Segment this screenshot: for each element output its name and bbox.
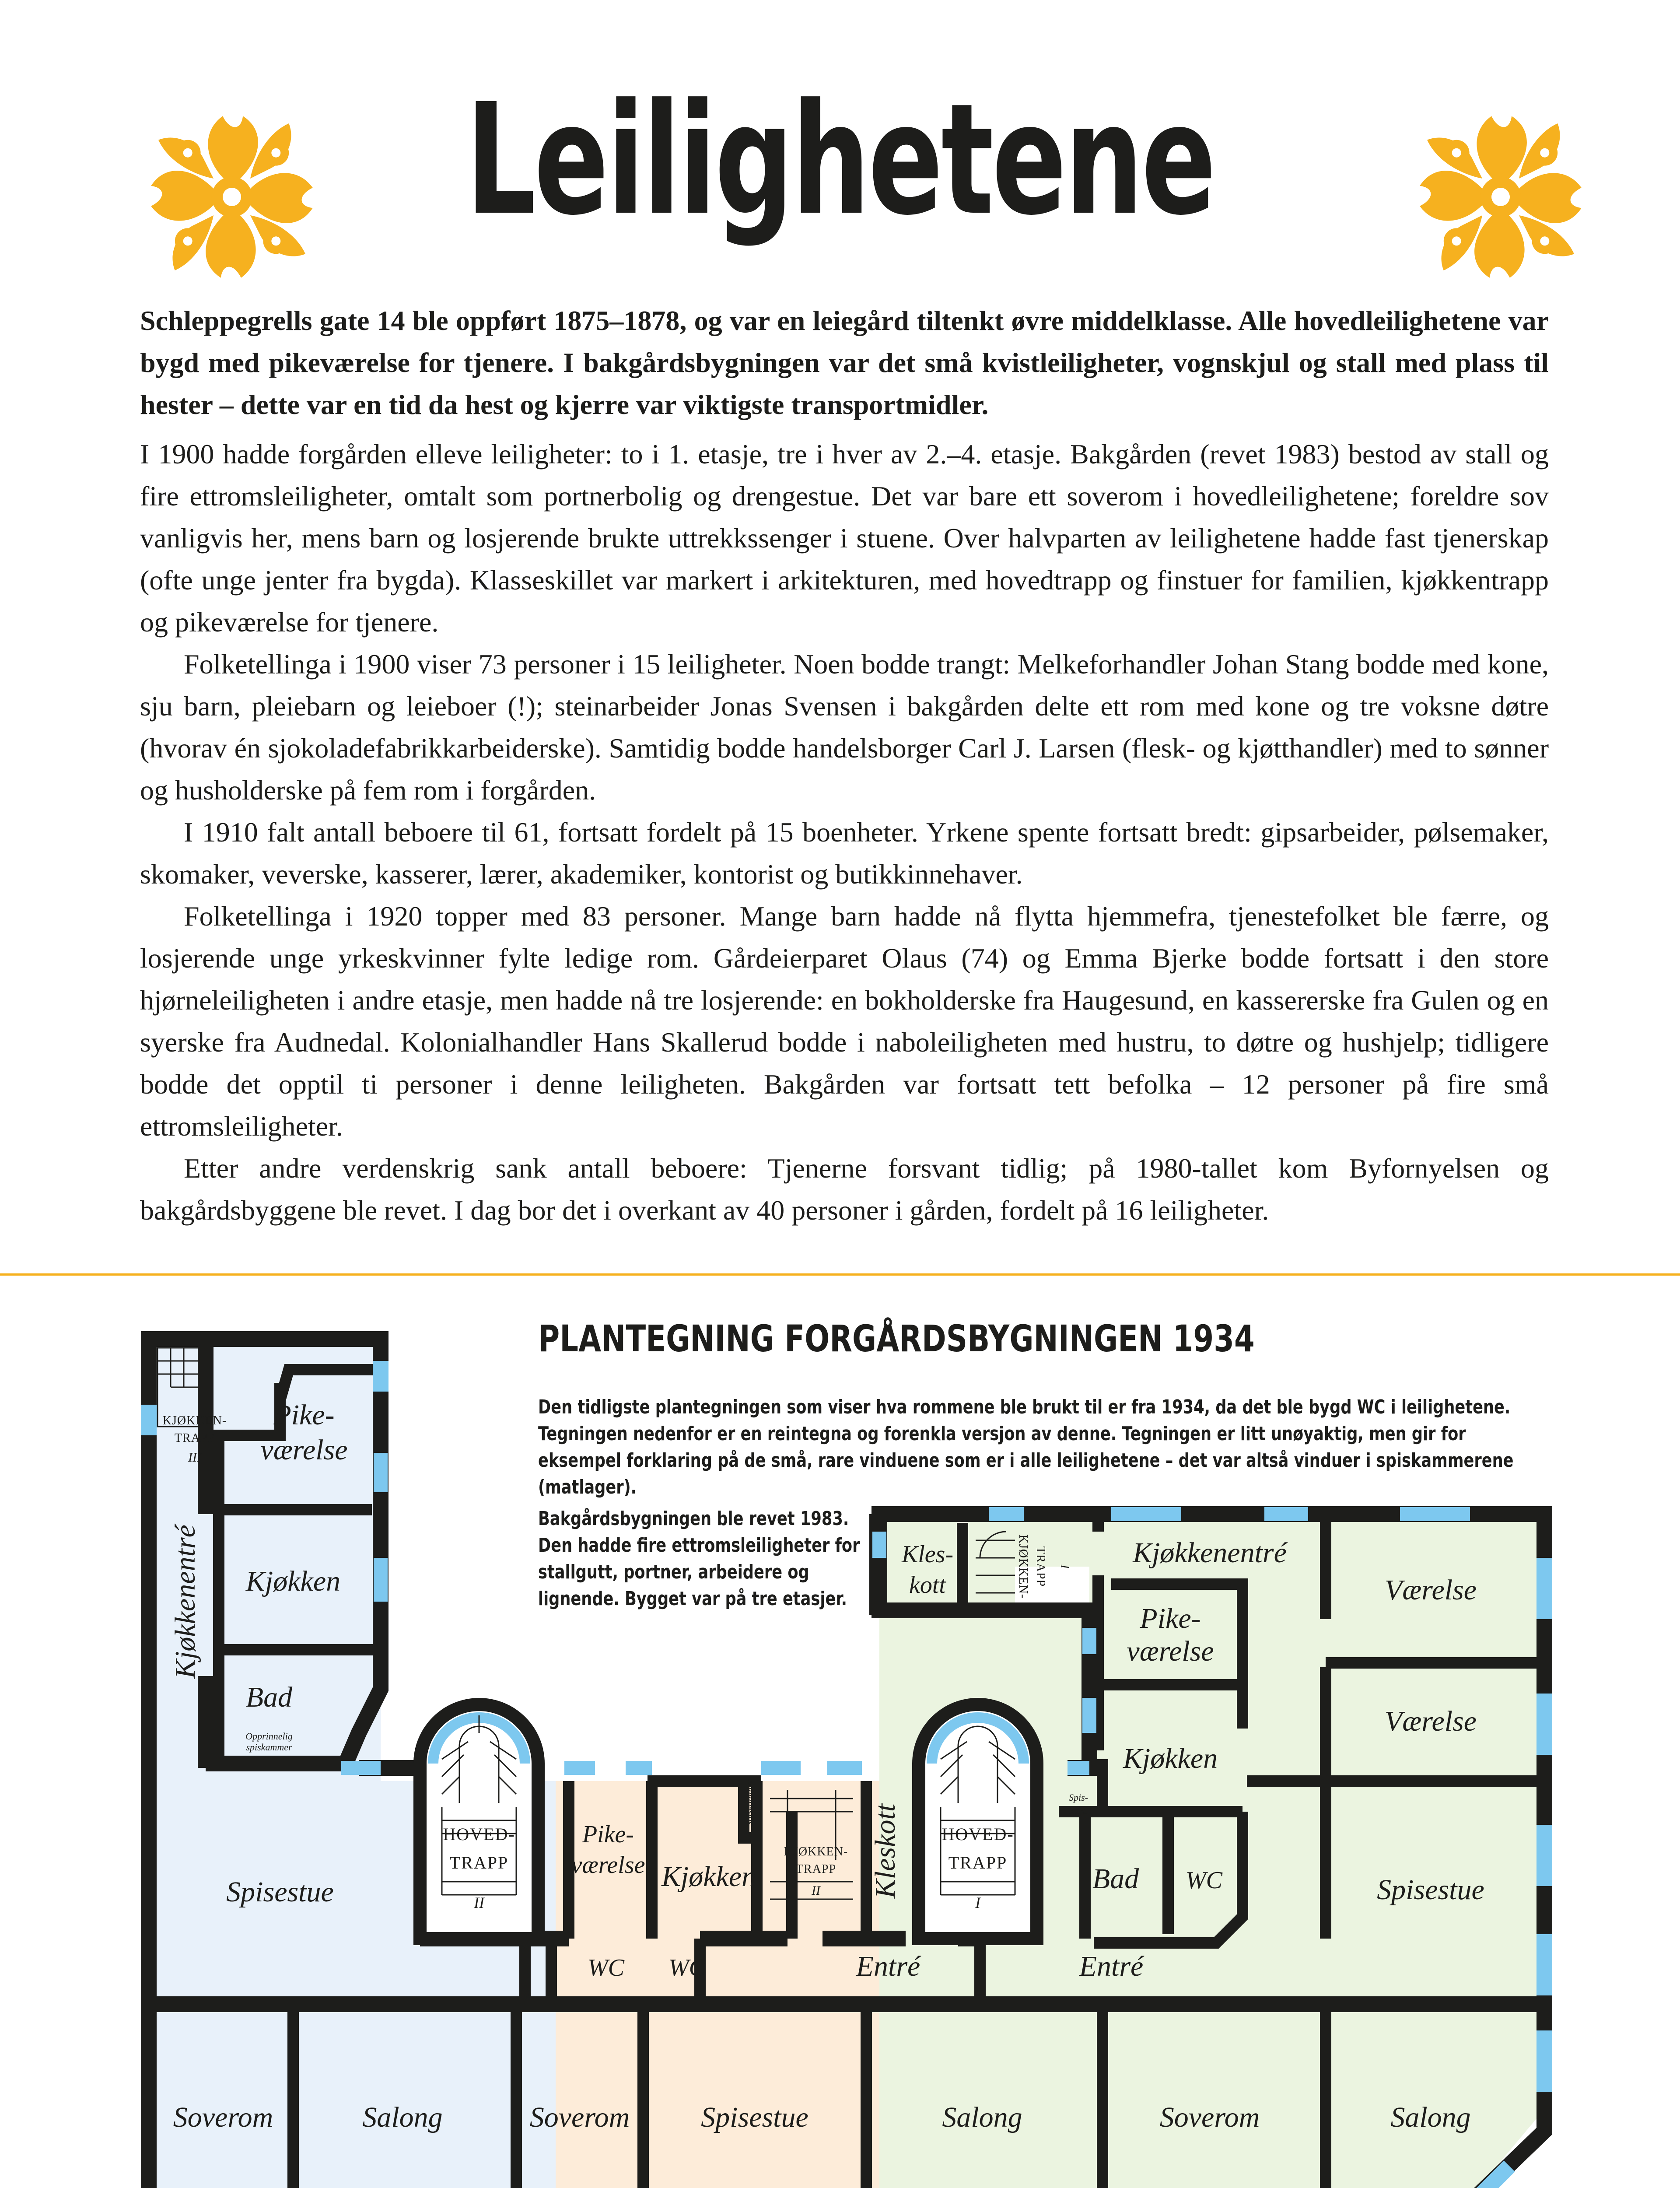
room-pikevaerelse-2: Pike- — [582, 1821, 634, 1848]
room-opprinnelig-1b: spiskammer — [246, 1742, 292, 1753]
room-entre-3: Entré — [1079, 1950, 1144, 1982]
room-pikevaerelse-3: Pike- — [1140, 1602, 1201, 1634]
hovedtrapp-I-label-2: TRAPP — [948, 1853, 1008, 1872]
hovedtrapp-II-label-2: TRAPP — [449, 1853, 509, 1872]
body-paragraph: Folketellinga i 1920 topper med 83 personer. Mange barn hadde nå flytta hjemmefra, tjenestefolket ble færre, og losjerende unge yrkeskvinner fylte ledige rom. Gårdeierparet Olaus (74) og Emma Bjerke bodde fortsatt i den store hjørneleiligheten i andre etasje, men hadde nå tre losjerende: en bokholderske fra Haugesund, en kassererske fra Gulen og en syerske fra Audnedal. Kolonialhandler Hans Skallerud bodde i naboleiligheten med hustru, to døtre og hushjelp; tidligere bodde det opptil ti personer i denne leiligheten. Bakgården var fortsatt tett befolka – 12 personer på fire små ettromsleiligheter. — [140, 901, 1549, 1142]
room-bad-1: Bad — [245, 1681, 293, 1713]
room-soverom-1: Soverom — [173, 2101, 273, 2133]
room-soverom-2: Soverom — [529, 2101, 630, 2133]
room-kleskott-3a: Kles- — [901, 1541, 954, 1568]
kjokkentrapp-II-label-2: TRAPP — [795, 1862, 836, 1876]
room-wc-2: WC — [668, 1954, 705, 1981]
body-paragraph: Etter andre verdenskrig sank antall beboere: Tjenerne forsvant tidlig; på 1980-tallet kom Byfornyelsen og bakgårdsbyggene ble revet. I dag bor det i overkant av 40 personer i gården, fordelt på 16 leiligheter. — [140, 1153, 1549, 1226]
room-spiskammer-2: Spiskammer — [744, 1779, 755, 1827]
plan-note: Bakgårdsbygningen ble revet 1983. Den hadde fire ettromsleiligheter for stallgutt, portner, arbeidere og lignende. Bygget var på tre etasjer. — [538, 1508, 860, 1610]
body-paragraph: Folketellinga i 1900 viser 73 personer i 15 leiligheter. Noen bodde trangt: Melkeforhandler Johan Stang bodde med kone, sju barn, pleiebarn og leieboer (!); steinarbeider Jonas Svensen i bakgården delte ett rom med kone og tre voksne døtre (hvorav én sjokoladefabrikkarbeiderske). Samtidig bodde handelsborger Carl J. Larsen (flesk- og kjøtthandler) med to sønner og husholderske på fem rom i forgården. — [140, 649, 1549, 806]
plan-title: PLANTEGNING FORGÅRDSBYGNINGEN 1934 — [538, 1317, 1255, 1360]
room-salong-1: Salong — [362, 2101, 443, 2133]
room-spiskammer-3b: kam. — [1069, 1805, 1088, 1816]
room-kjokken-3: Kjøkken — [1123, 1743, 1218, 1774]
room-salong-2: Salong — [942, 2101, 1022, 2133]
kjokkentrapp-III-number: III — [188, 1450, 201, 1465]
room-wc-1: WC — [588, 1954, 624, 1981]
kjokkentrapp-II-label-1: KJØKKEN- — [784, 1845, 848, 1858]
hovedtrapp-II-label-1: HOVED- — [443, 1824, 515, 1844]
room-spisestue-2: Spisestue — [701, 2101, 808, 2133]
hovedtrapp-I-number: I — [975, 1894, 980, 1911]
room-kjokken-1: Kjøkken — [245, 1565, 341, 1597]
page-title: Leilighetene — [466, 70, 1214, 249]
room-bad-3: Bad — [1092, 1863, 1139, 1895]
kjokkentrapp-I-number: I — [1058, 1564, 1071, 1569]
room-pikevaerelse-2b: værelse — [571, 1851, 645, 1879]
kjokkentrapp-I-label-1: KJØKKEN- — [1016, 1534, 1030, 1599]
room-salong-3: Salong — [1390, 2101, 1471, 2133]
lead-paragraph: Schleppegrells gate 14 ble oppført 1875–1878, og var en leiegård tiltenkt øvre middelklasse. Alle hovedleilighetene var bygd med pikeværelse for tjenere. I bakgårdsbygningen var det små kvistleiligheter, vognskjul og stall med plass til hester – dette var en tid da hest og kjerre var viktigste transportmidler. — [140, 305, 1549, 420]
room-kleskott-3b: kott — [909, 1571, 946, 1599]
room-kjokkenentre-3: Kjøkkenentré — [1133, 1537, 1287, 1569]
room-soverom-3: Soverom — [1159, 2101, 1260, 2133]
kjokkentrapp-III-label-1: KJØKKEN- — [162, 1414, 227, 1427]
room-kjokken-2: Kjøkken — [661, 1861, 756, 1893]
body-paragraph: I 1900 hadde forgården elleve leiligheter: to i 1. etasje, tre i hver av 2.–4. etasje. Bakgården (revet 1983) bestod av stall og fire ettromsleiligheter, omtalt som portnerbolig og drengestue. Det var bare ett soverom i hovedleilighetene; foreldre sov vanligvis her, mens barn og losjerende brukte uttrekkssenger i stuene. Over halvparten av leilighetene hadde fast tjenerskap (ofte unge jenter fra bygda). Klasseskillet var markert i arkitekturen, med hovedtrapp og finstuer for familien, kjøkkentrapp og pikeværelse for tjenere. — [140, 438, 1549, 638]
room-spisestue-3: Spisestue — [1377, 1874, 1484, 1906]
kjokkentrapp-II-number: II — [812, 1883, 820, 1898]
room-wc-3: WC — [1186, 1867, 1222, 1894]
room-spisestue-1: Spisestue — [226, 1876, 334, 1908]
room-kjokkenentre-1: Kjøkkenentré — [169, 1525, 201, 1679]
plan-description: Den tidligste plantegningen som viser hva rommene ble brukt til er fra 1934, da det ble bygd WC i leilighetene. Tegningen nedenfor er en reintegna og forenkla versjon av denne. Tegningen er litt unøyaktig, men gir for eksempel forklaring på de små, rare vinduene som er i alle leilighetene – det var altså vinduer i spiskammerene (matlager). — [538, 1396, 1514, 1498]
room-spiskammer-3a: Spis- — [1069, 1792, 1088, 1803]
room-pikevaerelse-1b: værelse — [260, 1434, 348, 1466]
room-opprinnelig-1: Opprinnelig — [245, 1731, 293, 1742]
room-vaerelse-3b: Værelse — [1384, 1705, 1477, 1737]
kjokkentrapp-I-label-2: TRAPP — [1034, 1546, 1047, 1587]
hovedtrapp-I-label-1: HOVED- — [942, 1824, 1014, 1844]
room-vaerelse-3a: Værelse — [1384, 1574, 1477, 1606]
room-pikevaerelse-1: Pike- — [273, 1399, 335, 1431]
room-entre-2: Entré — [856, 1950, 920, 1982]
kjokkentrapp-III-label-2: TRAPP — [174, 1431, 215, 1445]
room-kleskott-2: Kleskott — [869, 1803, 901, 1899]
room-pikevaerelse-3b: værelse — [1127, 1635, 1214, 1667]
body-paragraph: I 1910 falt antall beboere til 61, fortsatt fordelt på 15 boenheter. Yrkene spente fortsatt bredt: gipsarbeider, pølsemaker, skomaker, veverske, kasserer, lærer, akademiker, kontorist og butikkinnehaver. — [140, 817, 1549, 890]
hovedtrapp-II-number: II — [474, 1894, 484, 1911]
